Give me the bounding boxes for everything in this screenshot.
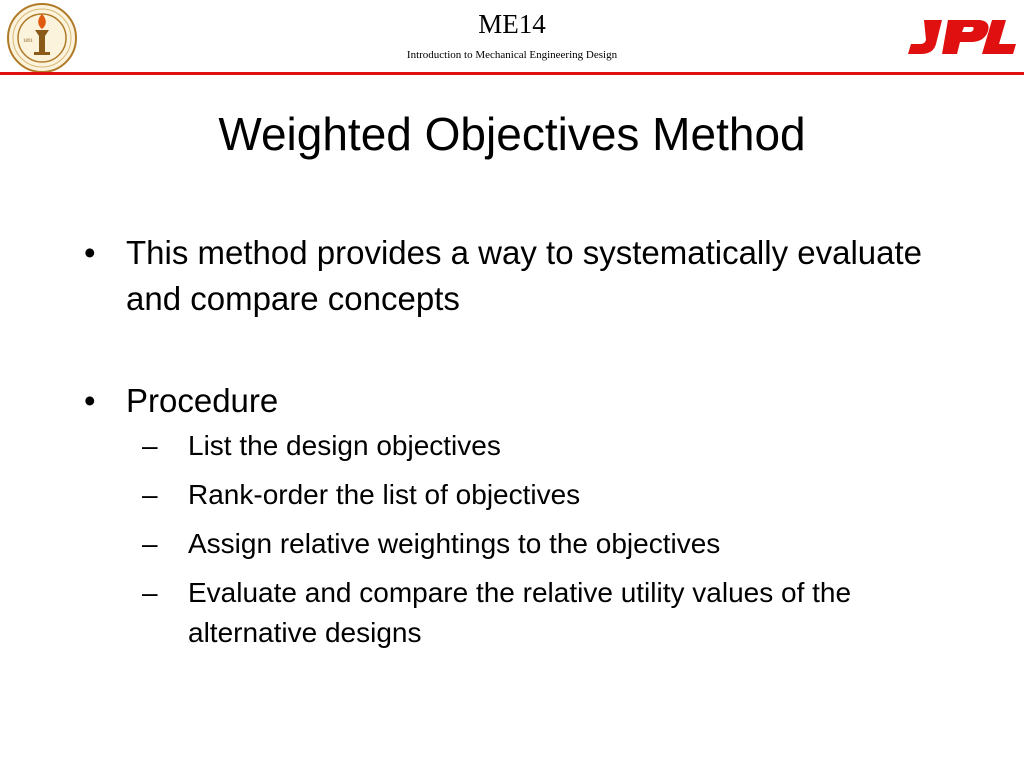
dash-icon: – bbox=[142, 577, 158, 608]
slide-title: Weighted Objectives Method bbox=[218, 108, 806, 160]
sub-bullet-text: Rank-order the list of objectives bbox=[188, 479, 581, 510]
bullet-dot-icon: • bbox=[84, 234, 96, 271]
bullet-text: Procedure bbox=[126, 382, 279, 419]
course-subtitle: Introduction to Mechanical Engineering Design bbox=[406, 49, 618, 61]
course-code: ME14 bbox=[478, 9, 546, 39]
sub-bullet-item bbox=[142, 426, 944, 466]
bullet-item bbox=[84, 230, 944, 322]
svg-text:1891: 1891 bbox=[23, 39, 33, 44]
jpl-logo-icon bbox=[902, 16, 1018, 58]
header-divider bbox=[0, 72, 1024, 75]
sub-bullet-item bbox=[142, 524, 944, 564]
dash-icon: – bbox=[142, 479, 158, 510]
bullet-text: This method provides a way to systematically evaluate and compare concepts bbox=[126, 234, 923, 317]
sub-bullet-item bbox=[142, 573, 944, 653]
sub-bullet-text: Assign relative weightings to the objectives bbox=[188, 528, 721, 559]
sub-bullet-text: List the design objectives bbox=[188, 430, 501, 461]
bullet-dot-icon: • bbox=[84, 382, 96, 419]
sub-bullet-list bbox=[126, 426, 944, 653]
sub-bullet-item bbox=[142, 475, 944, 515]
bullet-item bbox=[84, 378, 944, 653]
slide-header bbox=[0, 0, 1024, 80]
sub-bullet-text: Evaluate and compare the relative utility values of the alternative designs bbox=[188, 577, 852, 648]
dash-icon: – bbox=[142, 430, 158, 461]
dash-icon: – bbox=[142, 528, 158, 559]
bullet-list bbox=[84, 230, 944, 662]
